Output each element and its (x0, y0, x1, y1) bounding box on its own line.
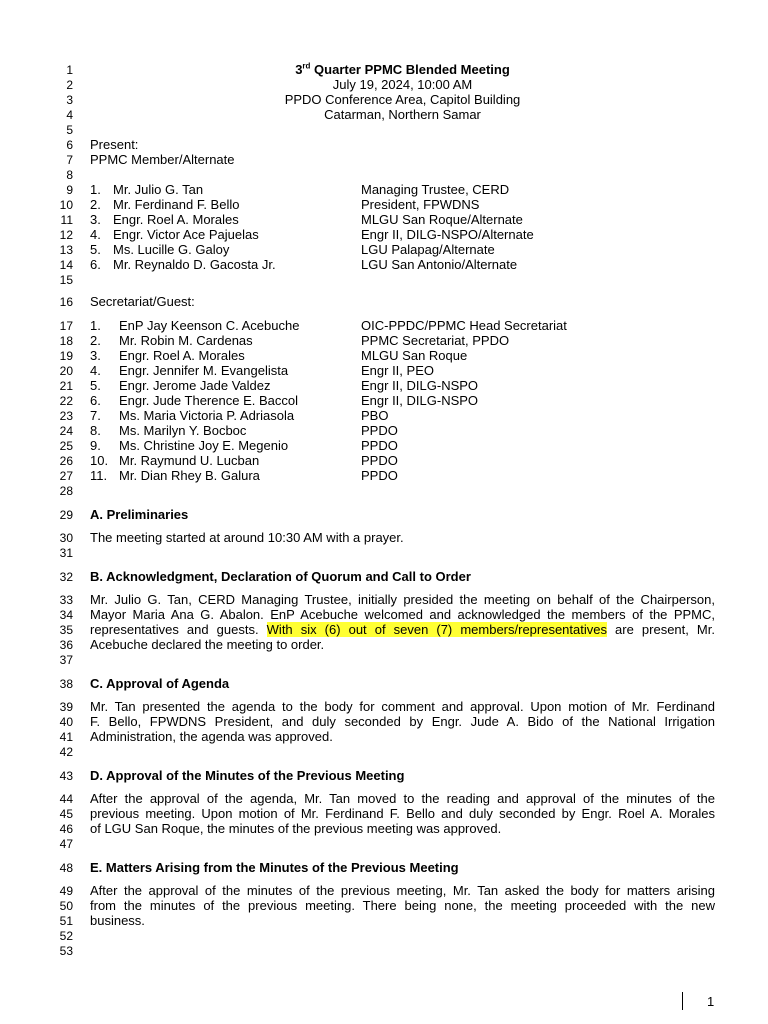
member-position: LGU San Antonio/Alternate (361, 257, 518, 272)
list-item-number: 4. (90, 363, 101, 378)
line-number: 1 (66, 63, 73, 77)
member-position: Engr II, DILG-NSPO (361, 378, 479, 393)
line-number: 35 (59, 623, 73, 637)
member-name: Engr. Jerome Jade Valdez (119, 378, 271, 393)
line-number: 43 (59, 769, 73, 783)
member-position: Managing Trustee, CERD (361, 182, 510, 197)
line-number: 34 (59, 608, 73, 622)
line-number: 21 (59, 379, 73, 393)
section-c-heading: C. Approval of Agenda (90, 676, 230, 691)
member-name: Mr. Ferdinand F. Bello (113, 197, 240, 212)
member-position: Engr II, PEO (361, 363, 434, 378)
line-number: 9 (66, 183, 73, 197)
line-number: 15 (59, 273, 73, 287)
line-number: 26 (59, 454, 73, 468)
member-position: PPDO (361, 423, 398, 438)
member-position: President, FPWDNS (361, 197, 480, 212)
quorum-highlight: With six (6) out of seven (7) members/representatives (266, 622, 607, 637)
member-position: LGU Palapag/Alternate (361, 242, 495, 257)
line-number: 8 (66, 168, 73, 182)
member-position: PPDO (361, 438, 398, 453)
line-number: 7 (66, 153, 73, 167)
section-b-line: representatives and guests. With six (6) out of seven (7) members/representatives are present, Mr. (90, 622, 715, 637)
document-title: 3rd Quarter PPMC Blended Meeting (295, 61, 510, 77)
list-item-number: 3. (90, 348, 101, 363)
list-item-number: 2. (90, 333, 101, 348)
list-item-number: 5. (90, 378, 101, 393)
line-number: 52 (59, 929, 73, 943)
line-number: 29 (59, 508, 73, 522)
line-number: 33 (59, 593, 73, 607)
member-position: PPDO (361, 453, 398, 468)
section-e-heading: E. Matters Arising from the Minutes of the Previous Meeting (90, 860, 459, 875)
member-position: PBO (361, 408, 389, 423)
line-number: 14 (59, 258, 73, 272)
line-number: 27 (59, 469, 73, 483)
list-item-number: 5. (90, 242, 101, 257)
member-position: OIC-PPDC/PPMC Head Secretariat (361, 318, 567, 333)
line-number: 47 (59, 837, 73, 851)
member-name: Ms. Maria Victoria P. Adriasola (119, 408, 295, 423)
line-number: 10 (59, 198, 73, 212)
list-item-number: 4. (90, 227, 101, 242)
list-item-number: 6. (90, 257, 101, 272)
section-e-line: After the approval of the minutes of the previous meeting, Mr. Tan asked the body for matters arising (90, 883, 715, 898)
line-number: 25 (59, 439, 73, 453)
list-item-number: 1. (90, 318, 101, 333)
member-position: Engr II, DILG-NSPO (361, 393, 479, 408)
line-number: 12 (59, 228, 73, 242)
section-d-line: of LGU San Roque, the minutes of the previous meeting was approved. (90, 821, 502, 836)
line-number: 41 (59, 730, 73, 744)
section-b-heading: B. Acknowledgment, Declaration of Quorum and Call to Order (90, 569, 471, 584)
section-e-line: from the minutes of the previous meeting. There being none, the meeting proceeded with the new (90, 898, 715, 913)
line-number: 3 (66, 93, 73, 107)
list-item-number: 6. (90, 393, 101, 408)
line-number: 45 (59, 807, 73, 821)
secretariat-label: Secretariat/Guest: (90, 294, 195, 309)
line-number: 4 (66, 108, 73, 122)
line-number: 11 (60, 213, 73, 227)
line-number: 31 (59, 546, 73, 560)
line-number: 5 (66, 123, 73, 137)
section-b-line: Acebuche declared the meeting to order. (90, 637, 325, 652)
section-b-line: Mayor Maria Ana G. Abalon. EnP Acebuche welcomed and acknowledged the members of the PPMC, (90, 607, 715, 622)
member-name: Mr. Dian Rhey B. Galura (119, 468, 260, 483)
list-item-number: 11. (90, 468, 108, 483)
line-number: 40 (59, 715, 73, 729)
member-position: PPDO (361, 468, 398, 483)
line-number: 50 (59, 899, 73, 913)
line-number: 2 (66, 78, 73, 92)
line-number: 13 (59, 243, 73, 257)
member-name: Engr. Jude Therence E. Baccol (119, 393, 298, 408)
line-number: 53 (59, 944, 73, 958)
line-number: 17 (59, 319, 73, 333)
member-name: Mr. Julio G. Tan (113, 182, 204, 197)
member-name: Mr. Raymund U. Lucban (119, 453, 260, 468)
line-number: 44 (59, 792, 73, 806)
line-number: 48 (59, 861, 73, 875)
list-item-number: 8. (90, 423, 101, 438)
list-item-number: 3. (90, 212, 101, 227)
member-position: PPMC Secretariat, PPDO (361, 333, 510, 348)
list-item-number: 10. (90, 453, 109, 468)
member-position: MLGU San Roque/Alternate (361, 212, 523, 227)
line-number: 30 (59, 531, 73, 545)
member-name: Ms. Marilyn Y. Bocboc (119, 423, 247, 438)
line-number: 22 (59, 394, 73, 408)
section-c-line: Administration, the agenda was approved. (90, 729, 333, 744)
section-c-line: Mr. Tan presented the agenda to the body for comment and approval. Upon motion of Mr. Ferdinand (90, 699, 715, 714)
line-number: 24 (59, 424, 73, 438)
member-name: Mr. Robin M. Cardenas (119, 333, 253, 348)
list-item-number: 2. (90, 197, 101, 212)
member-name: Engr. Roel A. Morales (119, 348, 245, 363)
line-number: 19 (59, 349, 73, 363)
member-name: Ms. Christine Joy E. Megenio (119, 438, 289, 453)
section-d-line: After the approval of the agenda, Mr. Tan moved to the reading and approval of the minutes of the (90, 791, 715, 806)
line-number: 23 (59, 409, 73, 423)
section-d-line: previous meeting. Upon motion of Mr. Ferdinand F. Bello and duly seconded by Engr. Roel A. Morales (90, 806, 715, 821)
member-name: Engr. Victor Ace Pajuelas (113, 227, 259, 242)
section-b-line: Mr. Julio G. Tan, CERD Managing Trustee, initially presided the meeting on behalf of the Chairperson, (90, 592, 715, 607)
line-number: 39 (59, 700, 73, 714)
member-position: Engr II, DILG-NSPO/Alternate (361, 227, 534, 242)
section-a-body: The meeting started at around 10:30 AM with a prayer. (90, 530, 404, 545)
list-item-number: 7. (90, 408, 101, 423)
meeting-place: Catarman, Northern Samar (324, 107, 481, 122)
line-number: 6 (66, 138, 73, 152)
meeting-venue: PPDO Conference Area, Capitol Building (284, 92, 521, 107)
member-name: Ms. Lucille G. Galoy (113, 242, 230, 257)
line-number: 42 (59, 745, 73, 759)
member-position: MLGU San Roque (361, 348, 468, 363)
member-name: Mr. Reynaldo D. Gacosta Jr. (113, 257, 276, 272)
line-number: 28 (59, 484, 73, 498)
line-number: 20 (59, 364, 73, 378)
member-name: Engr. Jennifer M. Evangelista (119, 363, 289, 378)
line-number: 38 (59, 677, 73, 691)
line-number: 51 (59, 914, 73, 928)
line-number: 46 (59, 822, 73, 836)
line-number: 16 (59, 295, 73, 309)
line-number: 49 (59, 884, 73, 898)
line-number: 32 (59, 570, 73, 584)
section-e-line: business. (90, 913, 145, 928)
page-number-divider (682, 992, 683, 1010)
member-name: Engr. Roel A. Morales (113, 212, 239, 227)
page-number: 1 (707, 994, 715, 1009)
line-number: 37 (59, 653, 73, 667)
line-number: 18 (59, 334, 73, 348)
line-number: 36 (59, 638, 73, 652)
present-label: Present: (90, 137, 139, 152)
list-item-number: 1. (90, 182, 101, 197)
section-c-line: F. Bello, FPWDNS President, and duly seconded by Engr. Jude A. Bido of the National Irrigation (90, 714, 715, 729)
member-sublabel: PPMC Member/Alternate (90, 152, 235, 167)
section-d-heading: D. Approval of the Minutes of the Previous Meeting (90, 768, 405, 783)
member-name: EnP Jay Keenson C. Acebuche (119, 318, 300, 333)
list-item-number: 9. (90, 438, 101, 453)
meeting-date: July 19, 2024, 10:00 AM (332, 77, 473, 92)
section-a-heading: A. Preliminaries (90, 507, 189, 522)
